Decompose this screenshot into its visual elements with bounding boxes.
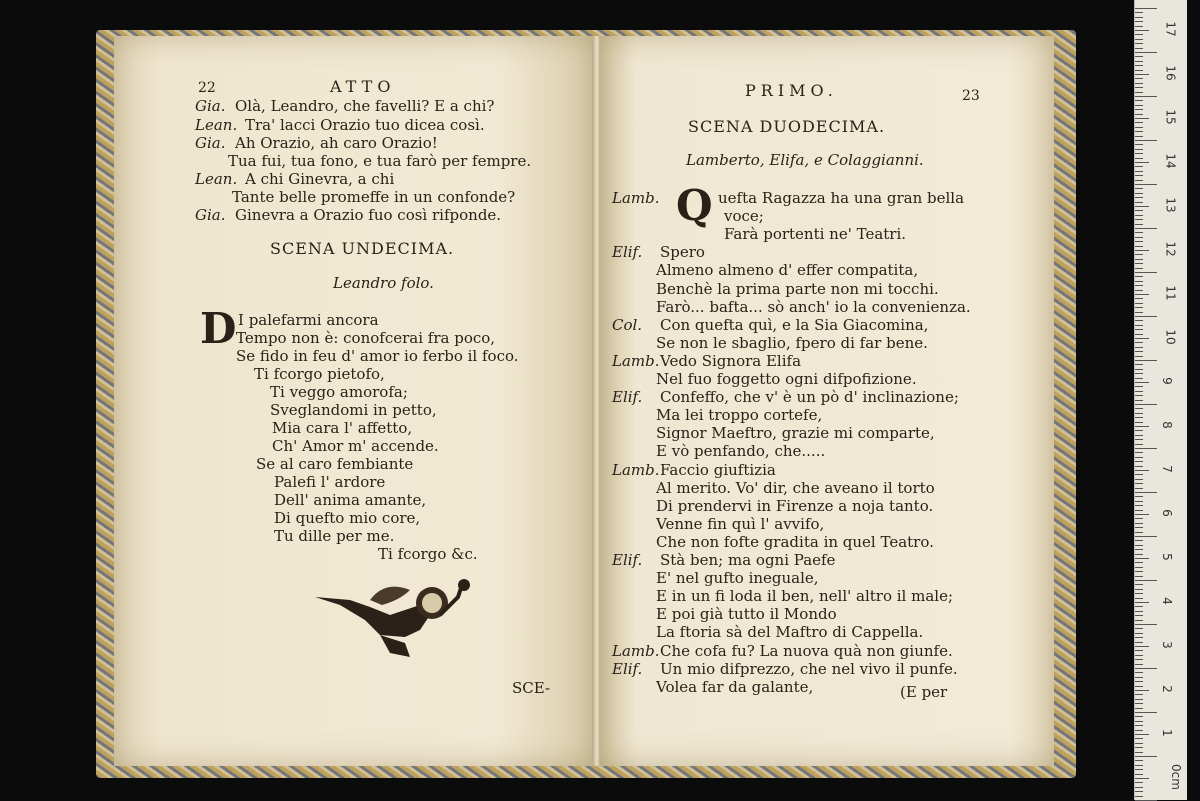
- ruler-tick: [1135, 417, 1143, 418]
- ruler-tick: [1135, 395, 1143, 396]
- ruler-tick: [1135, 681, 1143, 682]
- speaker-label: Elif.: [612, 388, 643, 406]
- ruler-tick: [1135, 527, 1143, 528]
- ruler-tick: [1135, 43, 1143, 44]
- ruler-tick: [1135, 532, 1143, 533]
- ruler-tick: [1135, 452, 1143, 453]
- ruler-tick: [1135, 34, 1143, 35]
- ruler-tick: [1135, 228, 1157, 229]
- ruler-tick: [1135, 30, 1149, 31]
- verse-line: Olà, Leandro, che favelli? E a chi?: [235, 97, 495, 115]
- ruler-tick: [1135, 351, 1143, 352]
- ruler-tick: [1135, 404, 1157, 405]
- ruler-tick: [1135, 197, 1143, 198]
- ruler-tick: [1135, 70, 1143, 71]
- ruler-tick: [1135, 510, 1143, 511]
- aria-line: Dell' anima amante,: [274, 491, 427, 509]
- ruler-tick: [1135, 114, 1143, 115]
- ruler-tick: [1135, 118, 1149, 119]
- ruler-number: 15: [1163, 109, 1178, 125]
- ruler-tick: [1135, 312, 1143, 313]
- ruler-tick: [1135, 74, 1149, 75]
- ruler-tick: [1135, 448, 1157, 449]
- ruler-tick: [1135, 672, 1143, 673]
- ruler-tick: [1135, 364, 1143, 365]
- ruler-tick: [1135, 276, 1143, 277]
- ruler-tick: [1135, 558, 1149, 559]
- ruler-tick: [1135, 545, 1143, 546]
- ruler-tick: [1135, 501, 1143, 502]
- ruler-number: 10: [1163, 329, 1178, 345]
- speaker-label: Elif.: [612, 660, 643, 678]
- verse-line: Confeffo, che v' è un pò d' inclinazione;: [660, 388, 959, 406]
- ruler-tick: [1135, 56, 1143, 57]
- ruler-tick: [1135, 400, 1143, 401]
- ruler-tick: [1135, 479, 1143, 480]
- ruler-tick: [1135, 518, 1143, 519]
- ruler-tick: [1135, 734, 1149, 735]
- ruler-tick: [1135, 373, 1143, 374]
- ruler-tick: [1135, 342, 1143, 343]
- aria-line: Tempo non è: conofcerai fra poco,: [236, 329, 496, 347]
- ruler-tick: [1135, 624, 1157, 625]
- ruler-tick: [1135, 474, 1143, 475]
- ruler-tick: [1135, 461, 1143, 462]
- ruler-tick: [1135, 615, 1143, 616]
- verse-line: Venne fin quì l' avvifo,: [656, 515, 825, 533]
- ruler-tick: [1135, 426, 1149, 427]
- ruler-tick: [1135, 232, 1143, 233]
- ruler-tick: [1135, 100, 1143, 101]
- ruler-tick: [1135, 254, 1143, 255]
- ruler-tick: [1135, 611, 1143, 612]
- ruler-tick: [1135, 562, 1143, 563]
- ruler-tick: [1135, 140, 1157, 141]
- ruler-tick: [1135, 83, 1143, 84]
- speaker-label: Lamb.: [612, 189, 660, 207]
- ruler-tick: [1135, 61, 1143, 62]
- speaker-label: Elif.: [612, 243, 643, 261]
- verse-line: E poi già tutto il Mondo: [656, 605, 837, 623]
- ruler-tick: [1135, 122, 1143, 123]
- ruler-tick: [1135, 180, 1143, 181]
- ruler-tick: [1135, 492, 1157, 493]
- verse-line: voce;: [724, 207, 764, 225]
- ruler-tick: [1135, 206, 1149, 207]
- ruler-tick: [1135, 210, 1143, 211]
- left-running-head: ATTO: [330, 77, 396, 96]
- ruler-tick: [1135, 281, 1143, 282]
- verse-line: Che cofa fu? La nuova quà non giunfe.: [660, 642, 953, 660]
- ruler-tick: [1135, 105, 1143, 106]
- verse-line: Signor Maeftro, grazie mi comparte,: [656, 424, 935, 442]
- ruler-tick: [1135, 690, 1149, 691]
- verse-line: Tua fui, tua fono, e tua farò per fempre.: [228, 152, 532, 170]
- ruler-tick: [1135, 8, 1157, 9]
- ruler-tick: [1135, 620, 1143, 621]
- ruler-tick: [1135, 796, 1143, 797]
- ruler-tick: [1135, 241, 1143, 242]
- verse-line: La ftoria sà del Maftro di Cappella.: [656, 623, 924, 641]
- verse-line: E vò penfando, che.....: [656, 442, 826, 460]
- ruler-number: 17: [1163, 21, 1178, 37]
- aria-line: Sveglandomi in petto,: [270, 401, 437, 419]
- verse-line: uefta Ragazza ha una gran bella: [718, 189, 965, 207]
- ruler-tick: [1135, 677, 1143, 678]
- ruler-tick: [1135, 716, 1143, 717]
- speaker-label: Lamb.: [612, 642, 660, 660]
- left-page-number: 22: [198, 80, 216, 96]
- aria-line: Ti veggo amorofa;: [270, 383, 408, 401]
- ruler-tick: [1135, 708, 1143, 709]
- verse-line: Tra' lacci Orazio tuo dicea così.: [245, 116, 485, 134]
- ruler-tick: [1135, 347, 1143, 348]
- ruler-number: 7: [1159, 465, 1174, 473]
- ruler-tick: [1135, 109, 1143, 110]
- ruler-tick: [1135, 307, 1143, 308]
- verse-line: Faccio giuftizia: [660, 461, 776, 479]
- ruler-tick: [1135, 369, 1143, 370]
- right-page-number: 23: [962, 88, 980, 104]
- ruler-tick: [1135, 26, 1143, 27]
- speaker-label: Lamb.: [612, 461, 660, 479]
- ruler-tick: [1135, 413, 1143, 414]
- ruler-tick: [1135, 193, 1143, 194]
- ruler-tick: [1135, 628, 1143, 629]
- cherub-woodcut-icon: [310, 575, 480, 665]
- ruler-tick: [1135, 505, 1143, 506]
- ruler-tick: [1135, 488, 1143, 489]
- ruler-tick: [1135, 162, 1149, 163]
- ruler-tick: [1135, 703, 1143, 704]
- ruler-tick: [1135, 87, 1143, 88]
- ruler-tick: [1135, 250, 1149, 251]
- ruler-tick: [1135, 567, 1143, 568]
- verse-line: Se non le sbaglio, fpero di far bene.: [656, 334, 928, 352]
- ruler-tick: [1135, 386, 1143, 387]
- ruler-tick: [1135, 743, 1143, 744]
- ruler-tick: [1135, 136, 1143, 137]
- ruler-tick: [1135, 78, 1143, 79]
- ruler-tick: [1135, 202, 1143, 203]
- ruler-tick: [1135, 774, 1143, 775]
- ruler-tick: [1135, 655, 1143, 656]
- ruler-tick: [1135, 747, 1143, 748]
- verse-line: Ah Orazio, ah caro Orazio!: [235, 134, 438, 152]
- verse-line: Di prendervi in Firenze a noja tanto.: [656, 497, 934, 515]
- ruler-tick: [1135, 334, 1143, 335]
- ruler-tick: [1135, 738, 1143, 739]
- ruler-number: 2: [1159, 685, 1174, 693]
- ruler-tick: [1135, 153, 1143, 154]
- scene-title: SCENA UNDECIMA.: [270, 239, 455, 258]
- ruler-tick: [1135, 356, 1143, 357]
- ruler-tick: [1135, 316, 1157, 317]
- aria-line: Di quefto mio core,: [274, 509, 421, 527]
- ruler-tick: [1135, 131, 1143, 132]
- verse-line: Almeno almeno d' effer compatita,: [656, 261, 919, 279]
- ruler-tick: [1135, 699, 1143, 700]
- ruler-tick: [1135, 725, 1143, 726]
- ruler-tick: [1135, 637, 1143, 638]
- ruler-tick: [1135, 158, 1143, 159]
- ruler-number: 8: [1159, 421, 1174, 429]
- ruler-tick: [1135, 39, 1143, 40]
- ruler-tick: [1135, 576, 1143, 577]
- aria-line: Ch' Amor m' accende.: [272, 437, 439, 455]
- ruler-tick: [1135, 523, 1143, 524]
- ruler-tick: [1135, 782, 1143, 783]
- ruler-tick: [1135, 303, 1143, 304]
- speaker-label: Col.: [612, 316, 643, 334]
- aria-line: Se fido in feu d' amor io ferbo il foco.: [236, 347, 519, 365]
- verse-line: Nel fuo foggetto ogni difpofizione.: [656, 370, 917, 388]
- aria-line: I palefarmi ancora: [238, 311, 379, 329]
- ruler-number: 11: [1163, 285, 1178, 301]
- verse-line: Benchè la prima parte non mi tocchi.: [656, 280, 939, 298]
- drop-cap: Q: [676, 181, 713, 230]
- verse-line: A chi Ginevra, a chi: [245, 170, 395, 188]
- ruler-tick: [1135, 268, 1143, 269]
- ruler-tick: [1135, 470, 1149, 471]
- aria-line: Mia cara l' affetto,: [272, 419, 413, 437]
- aria-line: Ti fcorgo pietofo,: [254, 365, 385, 383]
- ruler-tick: [1135, 712, 1157, 713]
- catchword: (E per: [900, 683, 948, 701]
- ruler-tick: [1135, 778, 1149, 779]
- ruler-tick: [1135, 536, 1157, 537]
- ruler-tick: [1135, 166, 1143, 167]
- ruler-tick: [1135, 17, 1143, 18]
- ruler-tick: [1135, 21, 1143, 22]
- ruler-tick: [1135, 184, 1157, 185]
- ruler-tick: [1135, 329, 1143, 330]
- verse-line: Che non fofte gradita in quel Teatro.: [656, 533, 934, 551]
- ruler-tick: [1135, 430, 1143, 431]
- ruler-tick: [1135, 96, 1157, 97]
- ruler-tick: [1135, 444, 1143, 445]
- ruler-tick: [1135, 593, 1143, 594]
- ruler-tick: [1135, 219, 1143, 220]
- speaker-label: Gia.: [195, 206, 226, 224]
- ruler-tick: [1135, 642, 1143, 643]
- speaker-label: Gia.: [195, 134, 226, 152]
- ruler-tick: [1135, 378, 1143, 379]
- verse-line: Tante belle promeffe in un confonde?: [232, 188, 516, 206]
- ruler-tick: [1135, 188, 1143, 189]
- ruler-tick: [1135, 391, 1143, 392]
- aria-line: Tu dille per me.: [274, 527, 395, 545]
- ruler-tick: [1135, 483, 1143, 484]
- ruler-number: 14: [1163, 153, 1178, 169]
- ruler-tick: [1135, 650, 1143, 651]
- ruler-number: 9: [1159, 377, 1174, 385]
- ruler-tick: [1135, 338, 1149, 339]
- verse-line: Ginevra a Orazio fuo così rifponde.: [235, 206, 502, 224]
- ruler-tick: [1135, 540, 1143, 541]
- ruler-tick: [1135, 633, 1143, 634]
- ruler-tick: [1135, 721, 1143, 722]
- ruler-tick: [1135, 584, 1143, 585]
- ruler-tick: [1135, 259, 1143, 260]
- verse-line: E' nel gufto ineguale,: [656, 569, 819, 587]
- ruler-tick: [1135, 382, 1149, 383]
- ruler-tick: [1135, 65, 1143, 66]
- ruler-tick: [1135, 422, 1143, 423]
- ruler-tick: [1135, 439, 1143, 440]
- ruler-tick: [1135, 765, 1143, 766]
- ruler-tick: [1135, 602, 1149, 603]
- ruler-tick: [1135, 694, 1143, 695]
- ruler-tick: [1135, 466, 1143, 467]
- verse-line: Farà portenti ne' Teatri.: [724, 225, 907, 243]
- ruler-number: 4: [1159, 597, 1174, 605]
- ruler-tick: [1135, 237, 1143, 238]
- ruler-tick: [1135, 457, 1143, 458]
- verse-line: E in un fi loda il ben, nell' altro il male;: [656, 587, 954, 605]
- ruler-tick: [1135, 92, 1143, 93]
- right-running-head: PRIMO.: [745, 81, 838, 100]
- ruler-tick: [1135, 787, 1143, 788]
- speaker-label: Lamb.: [612, 352, 660, 370]
- ruler-tick: [1135, 224, 1143, 225]
- ruler-number: 12: [1163, 241, 1178, 257]
- ruler-tick: [1135, 760, 1143, 761]
- catchword: SCE-: [512, 679, 551, 697]
- ruler-number: 1: [1159, 729, 1174, 737]
- speaker-label: Lean.: [195, 170, 238, 188]
- ruler-tick: [1135, 606, 1143, 607]
- verse-line: Ma lei troppo cortefe,: [656, 406, 823, 424]
- ruler-tick: [1135, 52, 1157, 53]
- speaker-label: Gia.: [195, 97, 226, 115]
- ruler-tick: [1135, 149, 1143, 150]
- ruler-number: 13: [1163, 197, 1178, 213]
- ruler-number: 6: [1159, 509, 1174, 517]
- ruler-tick: [1135, 298, 1143, 299]
- ruler-tick: [1135, 272, 1157, 273]
- ruler-tick: [1135, 646, 1149, 647]
- ruler-tick: [1135, 598, 1143, 599]
- ruler-tick: [1135, 408, 1143, 409]
- ruler-tick: [1135, 12, 1143, 13]
- ruler-tick: [1135, 360, 1157, 361]
- aria-line: Palefi l' ardore: [274, 473, 386, 491]
- verse-line: Farò... bafta... sò anch' io la convenienza.: [656, 298, 971, 316]
- scene-characters: Lamberto, Elifa, e Colaggianni.: [686, 151, 924, 169]
- ruler-tick: [1135, 127, 1143, 128]
- ruler-number: 3: [1159, 641, 1174, 649]
- ruler-tick: [1135, 263, 1143, 264]
- ruler-tick: [1135, 435, 1143, 436]
- ruler-tick: [1135, 686, 1143, 687]
- ruler-number: 0cm: [1168, 764, 1183, 790]
- verse-line: Volea far da galante,: [656, 678, 814, 696]
- ruler-tick: [1135, 171, 1143, 172]
- ruler-tick: [1135, 175, 1143, 176]
- ruler-tick: [1135, 571, 1143, 572]
- ruler-tick: [1135, 325, 1143, 326]
- ruler-tick: [1135, 664, 1143, 665]
- ruler-tick: [1135, 144, 1143, 145]
- speaker-label: Elif.: [612, 551, 643, 569]
- ruler-number: 5: [1159, 553, 1174, 561]
- aria-line: Se al caro fembiante: [256, 455, 414, 473]
- verse-line: Stà ben; ma ogni Paefe: [660, 551, 836, 569]
- scene-title: SCENA DUODECIMA.: [688, 117, 886, 136]
- ruler-tick: [1135, 791, 1143, 792]
- ruler-tick: [1135, 294, 1149, 295]
- ruler-tick: [1135, 554, 1143, 555]
- ruler-tick: [1135, 756, 1157, 757]
- aria-line: Ti fcorgo &c.: [378, 545, 478, 563]
- verse-line: Spero: [660, 243, 705, 261]
- drop-cap: D: [200, 304, 237, 353]
- ruler-tick: [1135, 285, 1143, 286]
- ruler-tick: [1135, 769, 1143, 770]
- verse-line: Al merito. Vo' dir, che aveano il torto: [656, 479, 935, 497]
- ruler-tick: [1135, 320, 1143, 321]
- ruler-tick: [1135, 48, 1143, 49]
- ruler-number: 16: [1163, 65, 1178, 81]
- ruler-tick: [1135, 730, 1143, 731]
- ruler-tick: [1135, 659, 1143, 660]
- verse-line: Con quefta quì, e la Sia Giacomina,: [660, 316, 929, 334]
- ruler-tick: [1135, 215, 1143, 216]
- ruler-tick: [1135, 580, 1157, 581]
- scene-characters: Leandro folo.: [333, 274, 434, 292]
- ruler-tick: [1135, 668, 1157, 669]
- ruler-tick: [1135, 246, 1143, 247]
- verse-line: Un mio difprezzo, che nel vivo il punfe.: [660, 660, 958, 678]
- ruler-tick: [1135, 290, 1143, 291]
- ruler-tick: [1135, 549, 1143, 550]
- verse-line: Vedo Signora Elifa: [660, 352, 802, 370]
- measurement-ruler: [1134, 0, 1187, 800]
- ruler-tick: [1135, 589, 1143, 590]
- ruler-tick: [1135, 514, 1149, 515]
- speaker-label: Lean.: [195, 116, 238, 134]
- ruler-tick: [1135, 752, 1143, 753]
- ruler-tick: [1135, 496, 1143, 497]
